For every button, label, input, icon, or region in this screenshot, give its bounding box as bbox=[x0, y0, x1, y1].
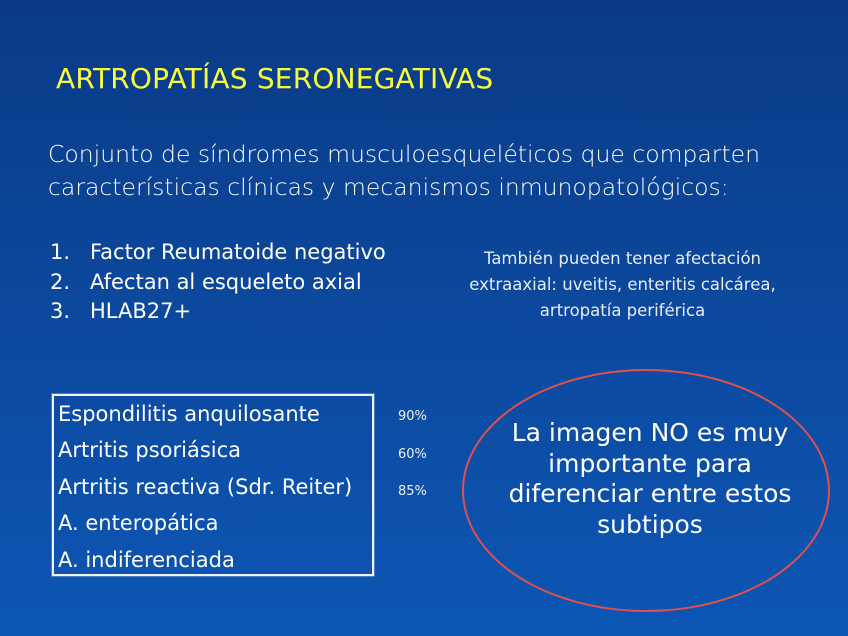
percentage-label: 85% bbox=[398, 484, 427, 499]
callout-line: subtipos bbox=[597, 509, 703, 539]
note-line: artropatía periférica bbox=[539, 301, 706, 320]
criteria-item bbox=[50, 268, 440, 298]
intro-line: características clínicas y mecanismos inmunopatológicos: bbox=[48, 173, 729, 201]
criteria-list bbox=[50, 238, 440, 327]
extra-axial-note bbox=[445, 246, 800, 324]
callout-line: diferenciar entre estos bbox=[508, 479, 792, 508]
percentage-label: 60% bbox=[398, 446, 427, 462]
subtypes-list bbox=[58, 396, 352, 578]
criteria-number: 3. bbox=[50, 299, 71, 323]
criteria-text: HLAB27+ bbox=[90, 299, 192, 323]
callout-line: importante para bbox=[548, 448, 752, 478]
subtype-item: Artritis psoriásica bbox=[58, 438, 242, 463]
subtype-item: A. indiferenciada bbox=[58, 547, 235, 572]
callout-line: La imagen NO es muy bbox=[511, 418, 789, 447]
criteria-item bbox=[50, 238, 440, 268]
intro-text bbox=[48, 138, 828, 204]
criteria-text: Afectan al esqueleto axial bbox=[90, 269, 362, 294]
callout-text bbox=[480, 418, 820, 540]
percentage-label: 90% bbox=[398, 409, 427, 424]
subtype-item: Artritis reactiva (Sdr. Reiter) bbox=[58, 474, 353, 499]
subtype-item: Espondilitis anquilosante bbox=[58, 402, 320, 426]
subtype-item: A. enteropática bbox=[58, 511, 219, 536]
note-line: También pueden tener afectación bbox=[483, 249, 762, 268]
note-line: extraaxial: uveitis, enteritis calcárea, bbox=[469, 275, 776, 294]
criteria-text: Factor Reumatoide negativo bbox=[90, 240, 386, 264]
criteria-item bbox=[50, 297, 440, 327]
intro-line: Conjunto de síndromes musculoesqueléticos que comparten bbox=[48, 140, 761, 168]
slide-title: ARTROPATÍAS SERONEGATIVAS bbox=[56, 62, 494, 95]
criteria-number: 1. bbox=[50, 240, 71, 264]
percentages-list bbox=[398, 398, 427, 511]
criteria-number: 2. bbox=[50, 269, 71, 294]
